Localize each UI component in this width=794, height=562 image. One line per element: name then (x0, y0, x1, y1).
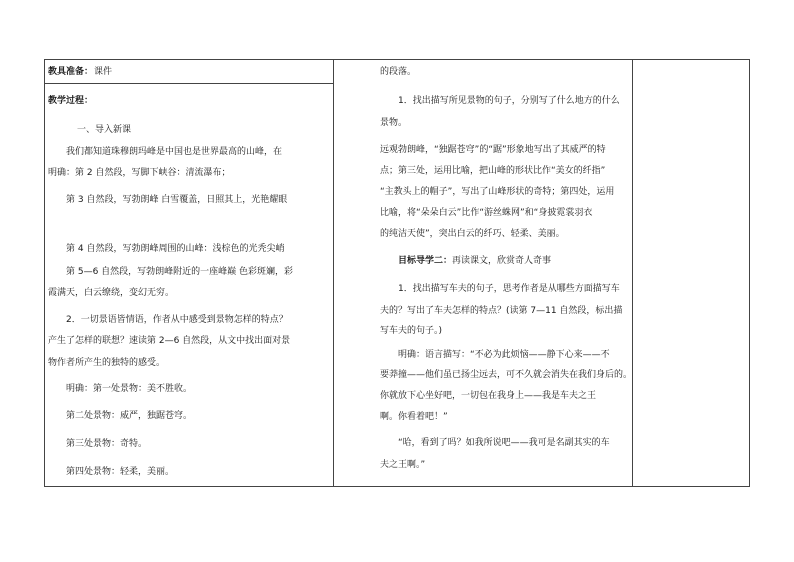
paragraph-line: “主教头上的帽子”，写出了山峰形状的奇特；第四处，运用 (380, 187, 615, 197)
answer-line: 啊。你看着吧！” (380, 412, 448, 422)
section-heading: 一、导入新课 (77, 125, 132, 135)
question-line: 1．找出描写所见景物的句子，分别写了什么地方的什么 (398, 96, 620, 106)
paragraph-line: 第 4 自然段，写勃朗峰周围的山峰：浅棕色的光秃尖峭 (66, 244, 285, 254)
prep-value: 课件 (94, 67, 113, 77)
answer-line: 第三处景物：奇特。 (66, 439, 148, 449)
prep-label: 教具准备： (48, 67, 94, 77)
column-divider (333, 60, 334, 486)
goal-heading (398, 255, 551, 267)
question-line: 写车夫的句子。) (380, 326, 443, 336)
paragraph-line: 第 5—6 自然段，写勃朗峰附近的一座峰巅 色彩斑斓，彩 (66, 267, 294, 277)
column-divider (632, 60, 633, 486)
quote-line: “哈，看到了吗？如我所说吧——我可是名副其实的车 (398, 438, 610, 448)
answer-line: 你就放下心坐好吧，一切包在我身上——我是车夫之王 (380, 391, 597, 401)
paragraph-line: 远观勃朗峰，“独踞苍穹”的“踞”形象地写出了其威严的特 (380, 145, 606, 155)
paragraph-line: 我们都知道珠穆朗玛峰是中国也是世界最高的山峰，在 (66, 147, 283, 157)
question-line: 1．找出描写车夫的句子，思考作者是从哪些方面描写车 (398, 284, 620, 294)
question-line: 景物。 (380, 118, 408, 128)
answer-line: 要莽撞——他们虽已扬尘远去，可不久就会消失在我们身后的。 (380, 370, 633, 380)
paragraph-line: 霞满天，白云缭绕，变幻无穷。 (48, 288, 175, 298)
paragraph-line: 的纯洁天使”，突出白云的纤巧、轻柔、美丽。 (380, 229, 565, 239)
question-line: 物作者所产生的独特的感受。 (48, 358, 166, 368)
goal-text: 再读课文，欣赏奇人奇事 (452, 256, 552, 266)
question-line: 2．一切景语皆情语，作者从中感受到景物怎样的特点？ (66, 315, 288, 325)
paragraph-line: 比喻，将“朵朵白云”比作“游丝蛛网”和“身披霓裳羽衣 (380, 208, 593, 218)
goal-label: 目标导学二： (398, 256, 453, 266)
answer-line: 第四处景物：轻柔，美丽。 (66, 467, 175, 477)
paragraph-line: 第 3 自然段，写勃朗峰 白雪覆盖，日照其上，光艳耀眼 (66, 195, 288, 205)
paragraph-line: 的段落。 (380, 67, 417, 77)
row-divider (45, 83, 333, 84)
answer-line: 明确：第一处景物：美不胜收。 (66, 384, 193, 394)
question-line: 产生了怎样的联想？速读第 2—6 自然段，从文中找出面对景 (48, 336, 291, 346)
paragraph-line: 明确：第 2 自然段，写脚下峡谷：清流瀑布； (48, 168, 231, 178)
quote-line: 夫之王啊。” (380, 460, 426, 470)
answer-line: 明确：语言描写：“不必为此烦恼——静下心来——不 (398, 350, 610, 360)
question-line: 夫的？写出了车夫怎样的特点？(读第 7—11 自然段，标出描 (380, 306, 623, 316)
paragraph-line: 点；第三处，运用比喻，把山峰的形状比作“美女的纤指” (380, 166, 606, 176)
answer-line: 第二处景物：威严，独踞苍穹。 (66, 411, 193, 421)
process-label: 教学过程： (48, 96, 94, 106)
